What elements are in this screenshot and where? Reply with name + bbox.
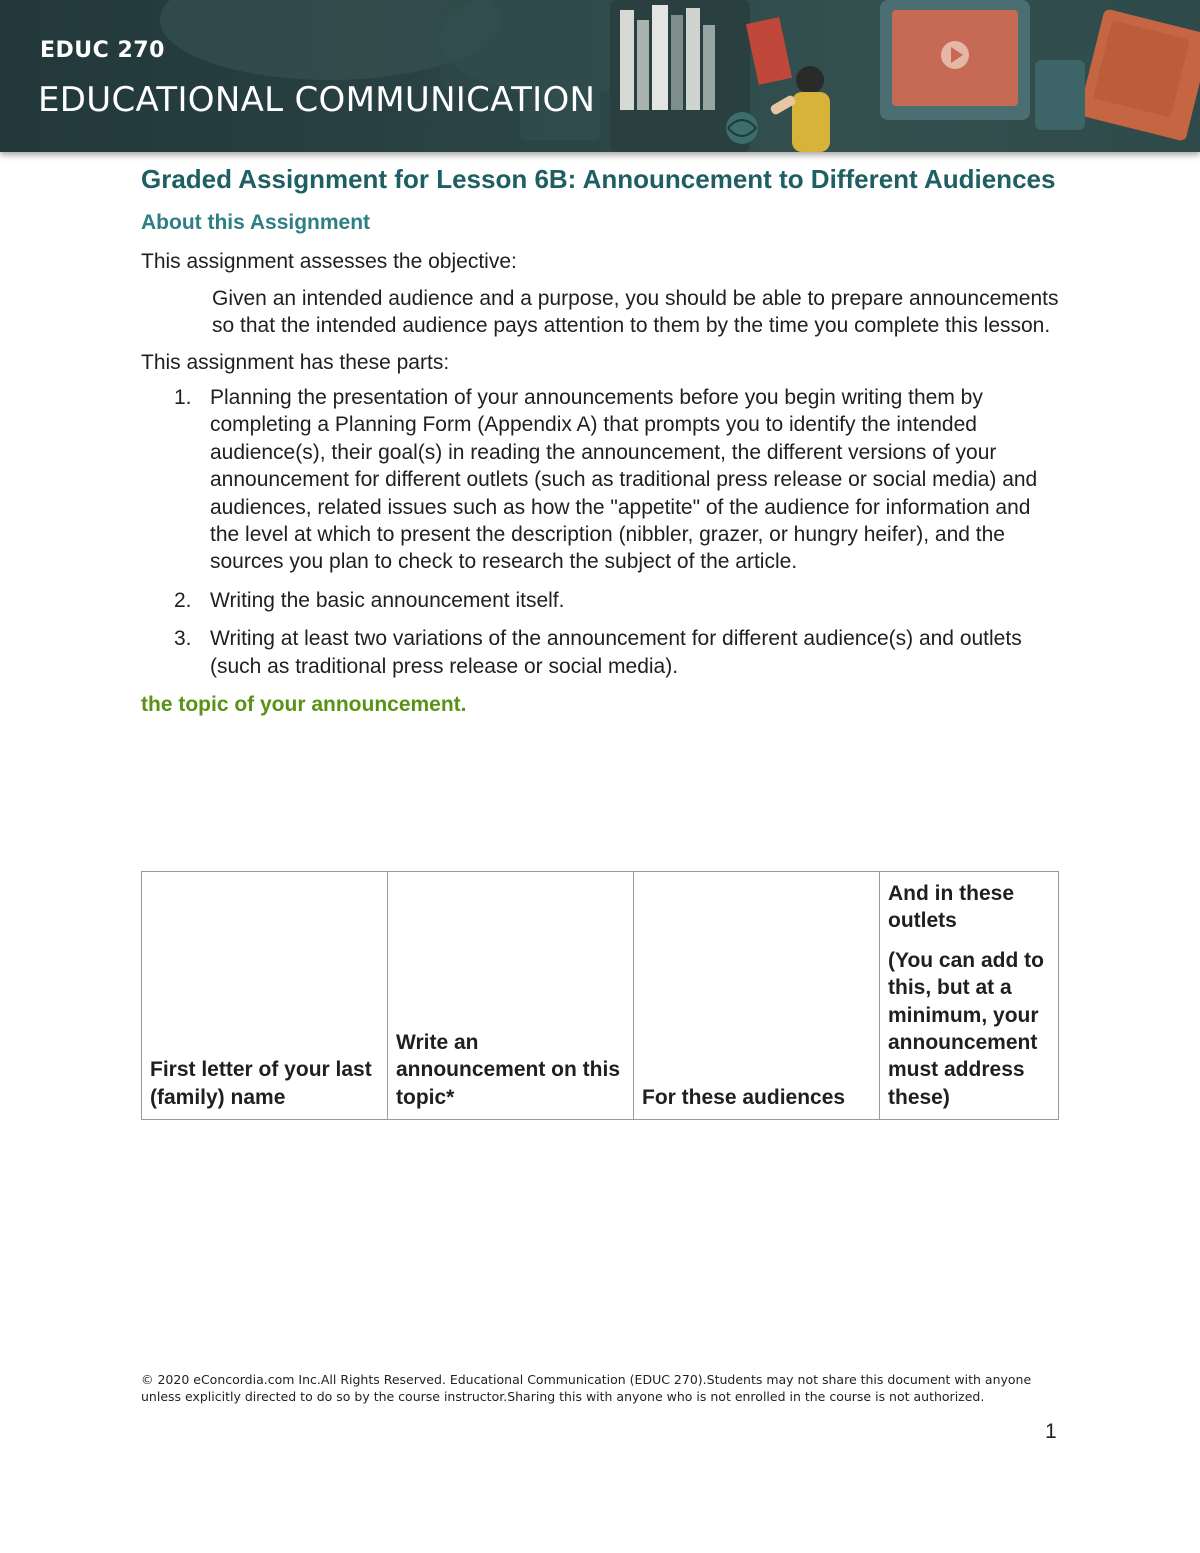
header-text: (You can add to this, but at a minimum, your announcement must address these) xyxy=(888,948,1044,1109)
list-item-number: 1. xyxy=(174,386,192,409)
list-item xyxy=(141,384,1061,576)
course-code: EDUC 270 xyxy=(40,38,165,63)
list-item-text: Writing at least two variations of the announcement for different audience(s) and outlets (such as traditional press release or social media). xyxy=(210,627,1022,678)
table-header-cell xyxy=(388,872,634,1120)
header-text: Write an announcement on this topic* xyxy=(396,1031,621,1109)
list-item-text: Writing the basic announcement itself. xyxy=(210,588,565,612)
assignment-content xyxy=(141,162,1061,719)
course-banner xyxy=(0,0,1200,152)
topic-heading: the topic of your announcement. xyxy=(141,693,467,717)
course-name: EDUCATIONAL COMMUNICATION xyxy=(38,80,596,120)
header-text: First letter of your last (family) name xyxy=(150,1058,372,1109)
table-header-cell xyxy=(142,872,388,1120)
objective-text: Given an intended audience and a purpose, you should be able to prepare announcements so that the intended audience pays attention to them by the time you complete this lesson. xyxy=(212,287,1059,337)
list-item-number: 3. xyxy=(174,627,192,651)
list-item-number: 2. xyxy=(174,588,192,612)
banner-illustration xyxy=(0,0,1200,152)
objective-intro: This assignment assesses the objective: xyxy=(141,250,517,273)
copyright-footer: © 2020 eConcordia.com Inc.All Rights Reserved. Educational Communication (EDUC 270).Students may not share this document with anyone unless explicitly directed to do so by the course instructor.Sharing this with anyone who is not enrolled in the course is not authorized. xyxy=(141,1372,1032,1404)
list-item xyxy=(141,625,1061,680)
topic-assignment-table xyxy=(141,871,1059,1120)
header-text: For these audiences xyxy=(642,1085,846,1109)
header-text: And in these outlets xyxy=(888,882,1015,933)
table-header-cell xyxy=(880,872,1059,1120)
table-header-cell xyxy=(634,872,880,1120)
parts-list xyxy=(141,384,1061,680)
page-number: 1 xyxy=(1045,1420,1057,1443)
list-item-text: Planning the presentation of your announcements before you begin writing them by completing a Planning Form (Appendix A) that prompts you to identify the intended audience(s), their goal(s) in reading the announcement, the different versions of your announcement for different outlets (such as traditional press release or social media) and audiences, related issues such as how the "appetite" of the audience for information and the level at which to present the description (nibbler, grazer, or hungry heifer), and the sources you plan to check to research the subject of the article. xyxy=(210,386,1038,574)
about-heading: About this Assignment xyxy=(141,211,371,234)
page-title: Graded Assignment for Lesson 6B: Announcement to Different Audiences xyxy=(141,164,1056,194)
list-item xyxy=(141,587,1061,614)
parts-intro: This assignment has these parts: xyxy=(141,351,450,374)
table-header-row xyxy=(142,872,1059,1120)
